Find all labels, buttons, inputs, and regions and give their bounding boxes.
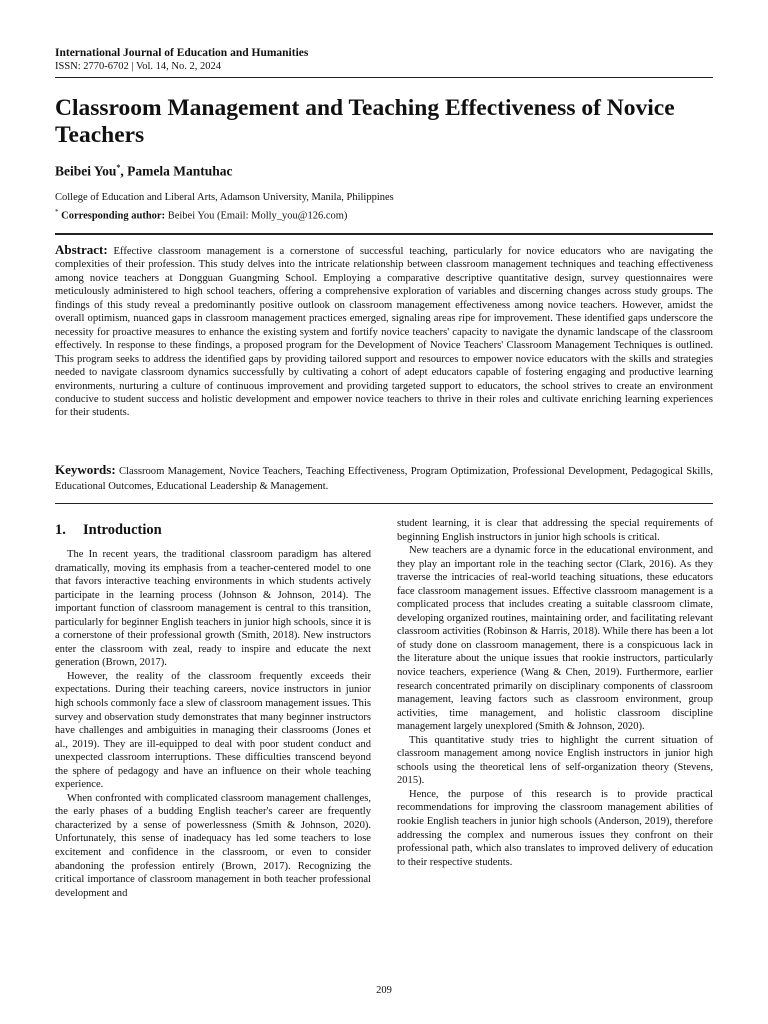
- authors: [55, 163, 233, 180]
- keywords-bottom-divider: [55, 503, 713, 504]
- page-number: 209: [376, 985, 392, 996]
- abstract-top-divider: [55, 233, 713, 235]
- paragraph: student learning, it is clear that addressing the special requirements of beginning English instructors in junior high schools is critical.: [397, 518, 713, 543]
- right-column: [397, 517, 713, 869]
- abstract: [55, 243, 713, 420]
- section-title: Introduction: [83, 522, 162, 538]
- left-column: [55, 548, 371, 900]
- section-number: 1.: [55, 522, 66, 538]
- author-rest: , Pamela Mantuhac: [120, 163, 233, 179]
- corresponding-author: [55, 205, 715, 224]
- affiliation-block: [55, 190, 715, 224]
- corresponding-mark: *: [116, 163, 121, 172]
- author-first: Beibei You: [55, 163, 117, 179]
- journal-name: International Journal of Education and Humanities: [55, 47, 309, 59]
- paragraph: However, the reality of the classroom frequently exceeds their expectations. During their teaching careers, novice instructors in junior high schools commonly face a slew of classroom management issues. This survey and observation study demonstrates that many beginner instructors have challenges and ambiguities in managing their classrooms (Jones et al., 2019). They are ill-equipped to deal with poor student conduct and unexpected classroom interruptions. These difficulties transcend beyond the sphere of pedagogy and have an influence on their whole teaching experience.: [55, 670, 371, 791]
- header-divider: [55, 77, 713, 78]
- keywords-label: Keywords:: [55, 462, 116, 477]
- corresponding-author-label: Corresponding author:: [58, 210, 166, 222]
- keywords: [55, 463, 713, 494]
- section-heading: [55, 522, 162, 539]
- affiliation: College of Education and Liberal Arts, Adamson University, Manila, Philippines: [55, 192, 394, 203]
- journal-header: [55, 47, 715, 73]
- paragraph: When confronted with complicated classroom management challenges, the early phases of a budding English teacher's career are frequently characterized by a sense of powerlessness (Smith & Johnson, 2020). Unfortunately, this sense of inadequacy has led some teachers to lose excitement and confidence in the classroom, or even to consider abandoning the profession entirely (Brown, 2017). Recognizing the critical importance of classroom management in both teacher professional development and: [55, 792, 371, 899]
- paragraph: New teachers are a dynamic force in the educational environment, and they play an important role in the teaching sector (Clark, 2016). As they traverse the intricacies of real-world teaching situations, these educators face classroom management issues. Effective classroom management is a complicated process that includes creating a suitable classroom climate, developing organized routines, maintaining order, and facilitating relevant classroom activities (Robinson & Harris, 2018). While there has been a lot of study done on classroom management, there is a conspicuous lack in the literature about the unique issues that rookie instructors, particularly novice teachers, experience (Wang & Chen, 2019). Furthermore, earlier research concentrated primarily on disciplinary components of classroom management, leaving factors such as classroom environment, group activities, time management, and holistic classroom discipline management largely unexplored (Smith & Johnson, 2020).: [397, 545, 713, 733]
- keywords-text: Classroom Management, Novice Teachers, Teaching Effectiveness, Program Optimization, Professional Development, Pedagogical Skills, Educational Outcomes, Educational Leadership & Management.: [55, 466, 713, 492]
- abstract-text: Effective classroom management is a cornerstone of successful teaching, particularly for novice educators who are navigating the complexities of their profession. This study delves into the intricate relationship between classroom management techniques and teaching effectiveness among novice teachers at Dongguan Guangming School. Employing a comparative descriptive quantitative design, survey questionnaires were meticulously administered to high school teachers, offering a comprehensive exploration of variables and discerning changes across study groups. The findings of this study reveal a predominantly positive outlook on classroom management effectiveness among novice teachers. However, amidst the overall optimism, nuanced gaps in classroom management practices emerged, signaling areas ripe for improvement. These identified gaps underscore the necessity for proactive measures to enhance the existing system and fortify novice teachers' capacity to navigate the dynamic landscape of the classroom effectively. In response to these findings, a proposed program for the Development of Novice Teachers' Classroom Management Techniques is outlined. This program seeks to address the identified gaps by providing tailored support and resources to empower novice educators with the skills and strategies needed to navigate classroom dynamics successfully by cultivating a cohort of adept educators capable of fostering engaging and productive learning environments, nurturing a culture of continuous improvement and providing targeted support to educators, the school strives to create an environment conducive to student success and holistic development and empower novice teachers to thrive in their roles and cultivate enriching learning experiences for their students.: [55, 246, 713, 419]
- journal-issn: ISSN: 2770-6702 | Vol. 14, No. 2, 2024: [55, 61, 221, 72]
- paragraph: This quantitative study tries to highlight the current situation of classroom management among novice English instructors in junior high schools using the theoretical lens of self-organization theory (Stevens, 2015).: [397, 734, 713, 787]
- corresponding-author-text: Beibei You (Email: Molly_you@126.com): [165, 210, 348, 222]
- paragraph: The In recent years, the traditional classroom paradigm has altered dramatically, moving its emphasis from a teacher-centered model to one that favors interactive teaching environments in which students actively participate in the learning process (Johnson & Johnson, 2014). The important function of classroom management is central to this transition, particularly for beginner English teachers in junior high schools, since it is a cornerstone of their professional growth (Smith, 2018). New instructors enter the classroom with zeal, ready to inspire and educate the next generation (Brown, 2017).: [55, 549, 371, 669]
- corresponding-author-mark: *: [55, 208, 59, 216]
- abstract-label: Abstract:: [55, 242, 108, 257]
- paragraph: Hence, the purpose of this research is to provide practical recommendations for improving the classroom management abilities of rookie English teachers in junior high schools (Anderson, 2019), therefore addressing the complex and numerous issues they confront on their professional path, which also translates to improved delivery of education to their respective students.: [397, 788, 713, 868]
- paper-title: Classroom Management and Teaching Effectiveness of Novice Teachers: [55, 95, 675, 148]
